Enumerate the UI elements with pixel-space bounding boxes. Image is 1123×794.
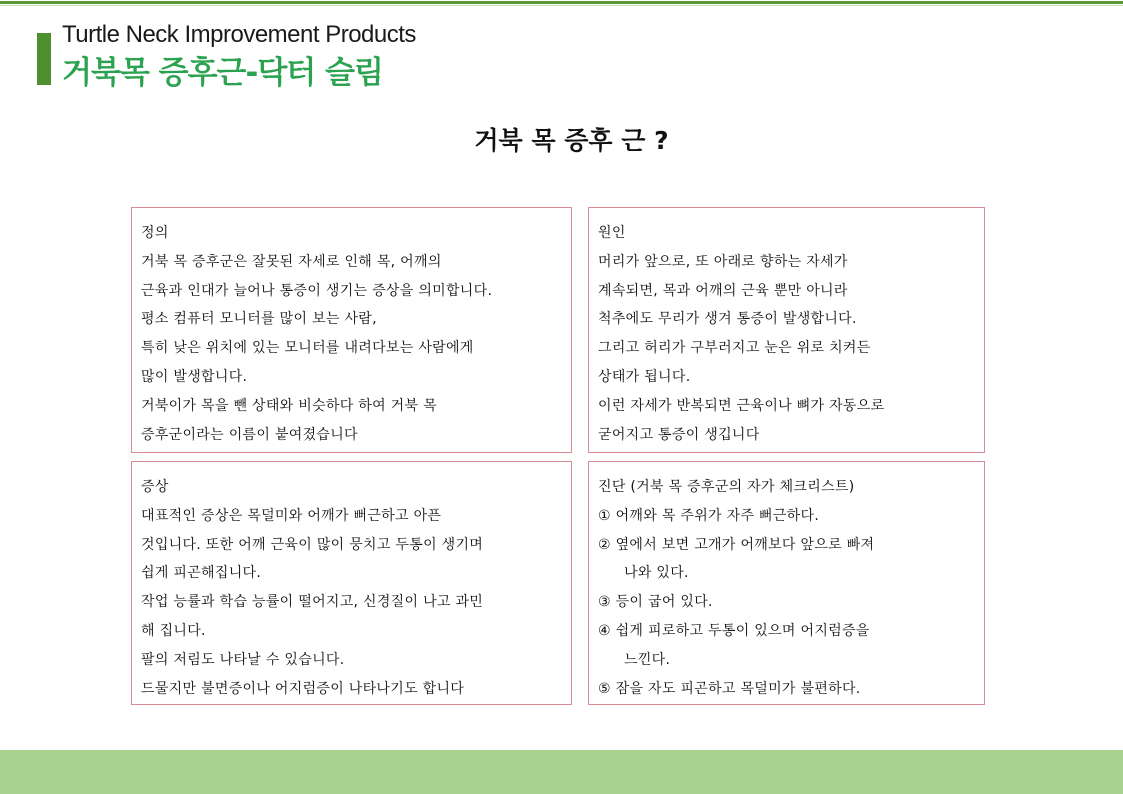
symptoms-line: 팔의 저림도 나타날 수 있습니다. bbox=[141, 651, 345, 668]
checklist-item: ③ 등이 굽어 있다. bbox=[598, 594, 713, 611]
symptoms-line: 작업 능률과 학습 능률이 떨어지고, 신경질이 나고 과민 bbox=[141, 594, 484, 611]
header-title: 거북목 증후근-닥터 슬림 bbox=[62, 55, 383, 91]
header-subtitle: Turtle Neck Improvement Products bbox=[62, 21, 416, 48]
checklist-item: ⑤ 잠을 자도 피곤하고 목덜미가 불편하다. bbox=[598, 680, 861, 697]
main-question: 거북 목 증후 근 ? bbox=[474, 126, 669, 155]
checklist-item-continued: 느낀다. bbox=[624, 651, 671, 668]
top-border-line-light bbox=[0, 5, 1123, 6]
cause-line: 그리고 허리가 구부러지고 눈은 위로 치켜든 bbox=[598, 340, 871, 357]
diagnosis-box bbox=[588, 461, 985, 705]
header-accent-bar bbox=[37, 33, 51, 85]
definition-line: 거북이가 목을 뺀 상태와 비슷하다 하여 거북 목 bbox=[141, 397, 437, 414]
diagnosis-heading: 진단 (거북 목 증후군의 자가 체크리스트) bbox=[598, 479, 855, 495]
top-border-line bbox=[0, 1, 1123, 4]
definition-line: 거북 목 증후군은 잘못된 자세로 인해 목, 어깨의 bbox=[141, 253, 442, 270]
cause-box bbox=[588, 207, 985, 453]
bottom-band bbox=[0, 750, 1123, 794]
symptoms-line: 해 집니다. bbox=[141, 622, 206, 639]
cause-heading: 원인 bbox=[598, 225, 626, 241]
checklist-item: ④ 쉽게 피로하고 두통이 있으며 어지럼증을 bbox=[598, 622, 870, 639]
symptoms-line: 드물지만 불면증이나 어지럼증이 나타나기도 합니다 bbox=[141, 680, 465, 697]
cause-line: 계속되면, 목과 어깨의 근육 뿐만 아니라 bbox=[598, 282, 848, 299]
cause-line: 굳어지고 통증이 생깁니다 bbox=[598, 426, 760, 443]
cause-line: 상태가 됩니다. bbox=[598, 368, 691, 385]
cause-line: 머리가 앞으로, 또 아래로 향하는 자세가 bbox=[598, 253, 848, 270]
checklist-item-continued: 나와 있다. bbox=[624, 565, 689, 582]
symptoms-line: 대표적인 증상은 목덜미와 어깨가 뻐근하고 아픈 bbox=[141, 507, 442, 524]
checklist-item: ② 옆에서 보면 고개가 어깨보다 앞으로 빠져 bbox=[598, 536, 875, 553]
definition-line: 근육과 인대가 늘어나 통증이 생기는 증상을 의미합니다. bbox=[141, 282, 493, 299]
definition-box bbox=[131, 207, 572, 453]
symptoms-line: 쉽게 피곤해집니다. bbox=[141, 565, 262, 582]
definition-line: 증후군이라는 이름이 붙여졌습니다 bbox=[141, 426, 358, 443]
definition-line: 특히 낮은 위치에 있는 모니터를 내려다보는 사람에게 bbox=[141, 340, 474, 357]
cause-line: 척추에도 무리가 생겨 통증이 발생합니다. bbox=[598, 311, 857, 328]
checklist-item: ① 어깨와 목 주위가 자주 뻐근하다. bbox=[598, 507, 820, 524]
symptoms-box bbox=[131, 461, 572, 705]
definition-heading: 정의 bbox=[141, 225, 169, 241]
cause-line: 이런 자세가 반복되면 근육이나 뼈가 자동으로 bbox=[598, 397, 885, 414]
symptoms-heading: 증상 bbox=[141, 479, 169, 495]
definition-line: 많이 발생합니다. bbox=[141, 368, 248, 385]
symptoms-line: 것입니다. 또한 어깨 근육이 많이 뭉치고 두통이 생기며 bbox=[141, 536, 484, 553]
definition-line: 평소 컴퓨터 모니터를 많이 보는 사람, bbox=[141, 311, 377, 328]
